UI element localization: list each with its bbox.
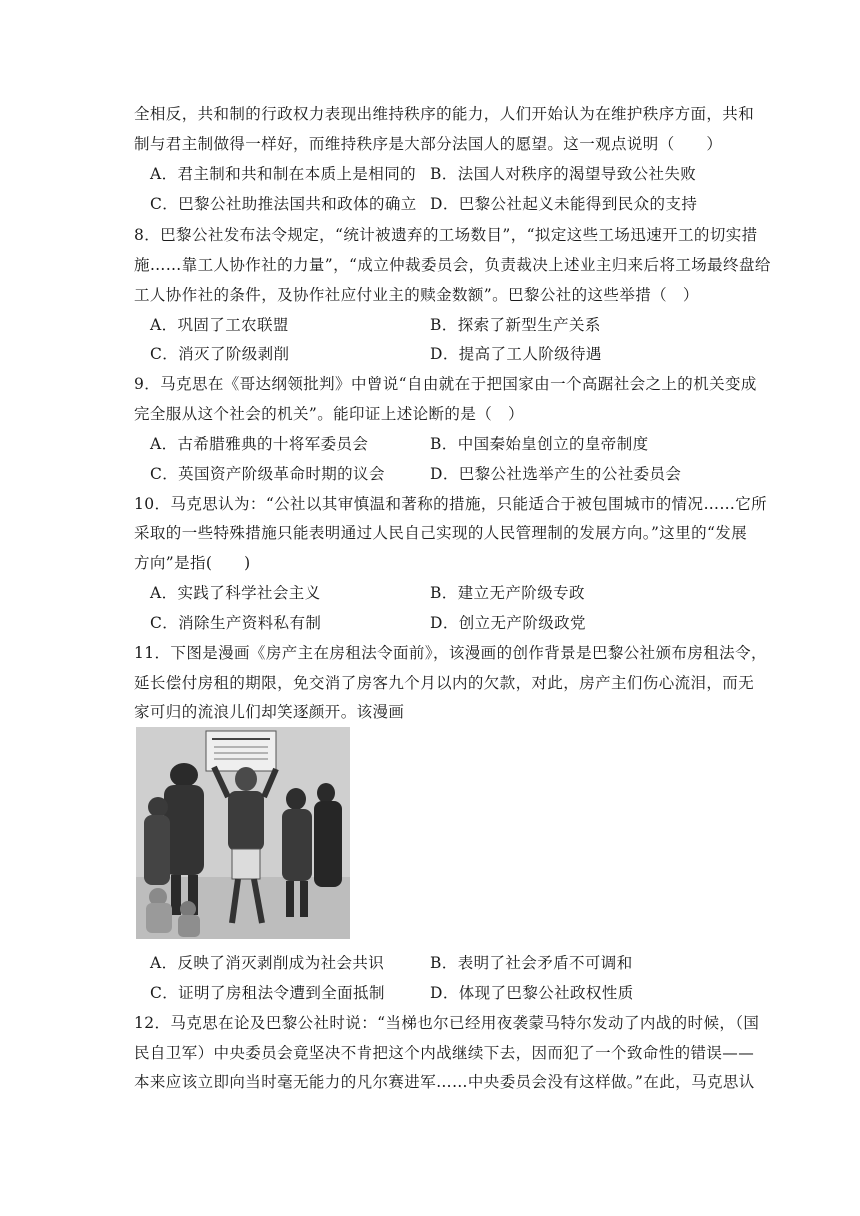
q9-line-1: 9．马克思在《哥达纲领批判》中曾说“自由就在于把国家由一个高踞社会之上的机关变成	[134, 375, 757, 393]
q10-line-3: 方向”是指( )	[134, 554, 251, 572]
q7-option-a: A．君主制和共和制在本质上是相同的	[150, 165, 416, 183]
q7-option-c: C．巴黎公社助推法国共和政体的确立	[150, 195, 417, 213]
q11-option-a: A．反映了消灭剥削成为社会共识	[150, 954, 385, 972]
q9-line-2: 完全服从这个社会的机关”。能印证上述论断的是（ ）	[134, 405, 524, 423]
q8-option-b: B．探索了新型生产关系	[430, 316, 601, 334]
q7-line-1: 全相反，共和制的行政权力表现出维持秩序的能力，人们开始认为在维护秩序方面，共和	[134, 105, 755, 123]
q11-option-c: C．证明了房租法令遭到全面抵制	[150, 984, 385, 1002]
cartoon-illustration	[136, 727, 350, 939]
q10-option-a: A．实践了科学社会主义	[150, 584, 321, 602]
q8-option-d: D．提高了工人阶级待遇	[430, 345, 602, 363]
q11-line-3: 家可归的流浪儿们却笑逐颜开。该漫画	[134, 703, 405, 721]
q7-line-2: 制与君主制做得一样好，而维持秩序是大部分法国人的愿望。这一观点说明（ ）	[134, 135, 723, 153]
q9-option-c: C．英国资产阶级革命时期的议会	[150, 465, 385, 483]
q8-line-2: 施……靠工人协作社的力量”，“成立仲裁委员会，负责裁决上述业主归来后将工场最终盘给	[134, 256, 771, 274]
q8-option-a: A．巩固了工农联盟	[150, 316, 289, 334]
q10-line-1: 10．马克思认为：“公社以其审慎温和著称的措施，只能适合于被包围城市的情况……它所	[134, 495, 768, 513]
q10-line-2: 采取的一些特殊措施只能表明通过人民自己实现的人民管理制的发展方向。”这里的“发展	[134, 524, 748, 542]
q7-option-d: D．巴黎公社起义未能得到民众的支持	[430, 195, 698, 213]
q11-line-1: 11．下图是漫画《房产主在房租法令面前》，该漫画的创作背景是巴黎公社颁布房租法令，	[134, 644, 767, 662]
q9-option-d: D．巴黎公社选举产生的公社委员会	[430, 465, 682, 483]
q10-option-c: C．消除生产资料私有制	[150, 614, 322, 632]
q12-line-1: 12．马克思在论及巴黎公社时说：“当梯也尔已经用夜袭蒙马特尔发动了内战的时候，（国	[134, 1014, 760, 1032]
q7-option-b: B．法国人对秩序的渴望导致公社失败	[430, 165, 697, 183]
q8-line-3: 工人协作社的条件，及协作社应付业主的赎金数额”。巴黎公社的这些举措（ ）	[134, 286, 699, 304]
cartoon-drawing	[136, 727, 350, 939]
q10-option-b: B．建立无产阶级专政	[430, 584, 585, 602]
q9-option-a: A．古希腊雅典的十将军委员会	[150, 435, 369, 453]
q12-line-2: 民自卫军）中央委员会竟坚决不肯把这个内战继续下去，因而犯了一个致命性的错误——	[134, 1044, 755, 1062]
q11-option-b: B．表明了社会矛盾不可调和	[430, 954, 633, 972]
q11-line-2: 延长偿付房租的期限，免交消了房客九个月以内的欠款，对此，房产主们伤心流泪，而无	[134, 674, 755, 692]
q12-line-3: 本来应该立即向当时毫无能力的凡尔赛进军……中央委员会没有这样做。”在此，马克思认	[134, 1073, 755, 1091]
q9-option-b: B．中国秦始皇创立的皇帝制度	[430, 435, 649, 453]
q8-option-c: C．消灭了阶级剥削	[150, 345, 290, 363]
q8-line-1: 8．巴黎公社发布法令规定，“统计被遗弃的工场数目”，“拟定这些工场迅速开工的切实措	[134, 226, 758, 244]
q10-option-d: D．创立无产阶级政党	[430, 614, 586, 632]
q11-option-d: D．体现了巴黎公社政权性质	[430, 984, 634, 1002]
